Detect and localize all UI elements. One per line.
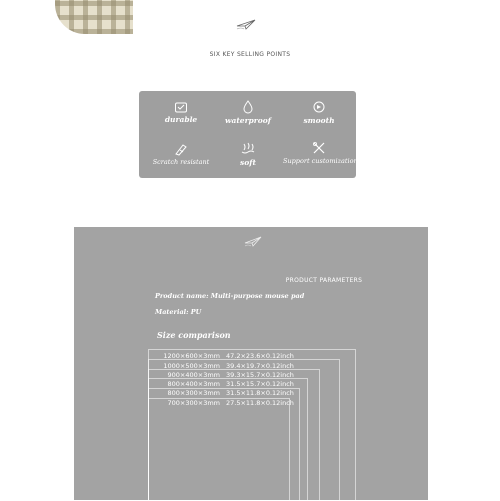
features-card [139, 91, 356, 178]
product-name: Product name: Multi-purpose mouse pad [155, 292, 305, 300]
size-mm: 900×400×3mm [167, 371, 220, 379]
size-row [154, 380, 294, 389]
parameters-panel [74, 227, 428, 500]
size-inch: 39.3×15.7×0.12inch [226, 371, 294, 379]
size-mm: 1200×600×3mm [163, 352, 220, 360]
size-outline [148, 398, 290, 501]
soft-icon [241, 142, 255, 156]
material: Material: PU [155, 308, 202, 316]
feature-waterproof [212, 100, 284, 125]
size-inch: 47.2×23.6×0.12inch [226, 352, 294, 360]
parameters-heading: PRODUCT PARAMETERS [285, 277, 363, 284]
shield-icon [174, 101, 188, 113]
feature-label: waterproof [225, 116, 271, 125]
size-inch: 39.4×19.7×0.12inch [226, 362, 294, 370]
size-inch: 31.5×11.8×0.12inch [226, 389, 294, 397]
feature-label: durable [164, 115, 198, 124]
size-inch: 31.5×15.7×0.12inch [226, 380, 294, 388]
feature-support-customization [283, 141, 358, 165]
size-row [154, 371, 294, 380]
tools-icon [312, 141, 326, 155]
size-row [154, 399, 294, 408]
water-drop-icon [242, 100, 254, 114]
size-mm: 800×400×3mm [167, 380, 220, 388]
circular-arrow-icon [312, 100, 326, 114]
size-mm: 1000×500×3mm [163, 362, 220, 370]
knife-icon [174, 142, 188, 156]
feature-label: Scratch resistant [152, 158, 210, 166]
size-inch: 27.5×11.8×0.12inch [226, 399, 294, 407]
feature-soft [212, 142, 284, 167]
size-mm: 700×300×3mm [167, 399, 220, 407]
feature-label: smooth [303, 116, 335, 125]
section-heading: SIX KEY SELLING POINTS [209, 51, 291, 58]
paper-plane-icon [244, 236, 262, 248]
size-row [154, 389, 294, 398]
size-comparison-title: Size comparison [157, 330, 231, 340]
feature-durable [145, 101, 217, 124]
feature-label: Support customization [283, 157, 358, 165]
size-row [154, 362, 294, 371]
feature-scratch-resistant [145, 142, 217, 166]
paper-plane-icon [236, 19, 256, 31]
feature-label: soft [240, 158, 256, 167]
size-mm: 800×300×3mm [167, 389, 220, 397]
feature-smooth [283, 100, 355, 125]
plaid-fabric-image [55, 0, 133, 34]
size-row [154, 352, 294, 361]
